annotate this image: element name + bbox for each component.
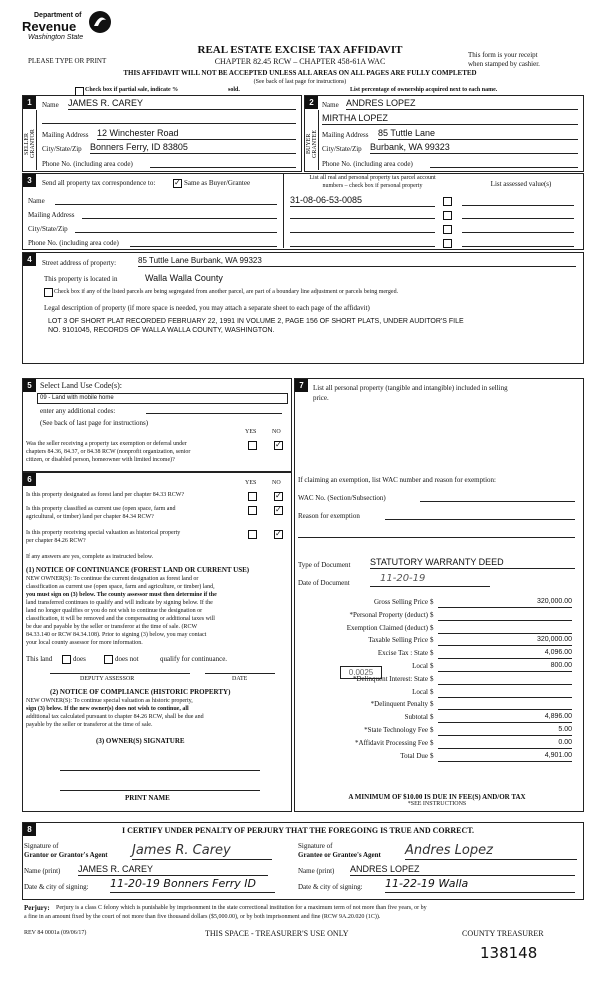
seller-addr-field[interactable]: 12 Winchester Road — [97, 128, 296, 140]
grantee-sig-label2: Grantee or Grantee's Agent — [298, 851, 381, 859]
s6-q2-yes-checkbox[interactable] — [248, 506, 257, 515]
section-7-number: 7 — [295, 379, 308, 392]
s6-q3-line1: Is this property receiving special valuation as historical property — [26, 530, 181, 536]
tax-row-dollar: $ — [430, 610, 434, 619]
county-field[interactable]: Walla Walla County — [145, 273, 223, 283]
form-title: REAL ESTATE EXCISE TAX AFFIDAVIT — [197, 44, 403, 56]
grantor-name-label: Name (print) — [24, 867, 61, 875]
parcel-2-personal-checkbox[interactable] — [443, 211, 452, 220]
s6-no-header: NO — [272, 480, 281, 486]
parcel-1-personal-checkbox[interactable] — [443, 197, 452, 206]
tax-row-dollar: $ — [430, 662, 434, 670]
s5-q1-line1: Was the seller receiving a property tax exemption or deferral under — [26, 441, 187, 447]
tax-row-dollar: $ — [430, 687, 434, 696]
tax-row-dollar: $ — [430, 751, 434, 760]
seller-name-field[interactable]: JAMES R. CAREY — [68, 98, 296, 110]
tax-row-label: *Delinquent Penalty — [370, 700, 428, 709]
street-label: Street address of property: — [42, 259, 117, 267]
continuance-line8: 84.33.140 or RCW 84.34.108). Prior to signing (3) below, you may contact — [26, 632, 207, 638]
legal-desc-1[interactable]: LOT 3 OF SHORT PLAT RECORDED FEBRUARY 22, 1991 IN VOLUME 2, PAGE 156 OF SHORT PLATS, UNDER AUDITOR'S FILE — [48, 318, 464, 325]
form-revision: REV 84 0001a (09/06/17) — [24, 930, 87, 936]
treasurer-use-note: THIS SPACE - TREASURER'S USE ONLY — [205, 929, 349, 938]
corr-city-label: City/State/Zip — [28, 225, 68, 233]
doc-date-field[interactable]: 11-20-19 — [370, 573, 490, 587]
grantor-sig-label2: Grantor or Grantor's Agent — [24, 851, 108, 859]
tax-row — [296, 686, 578, 698]
compliance-line2: sign (3) below. If the new owner(s) does not wish to continue, all — [26, 706, 189, 712]
s6-q3-no-checkbox[interactable] — [274, 530, 283, 539]
s6-q2-line2: agricultural, or timber) land per chapter 84.34 RCW? — [26, 514, 154, 520]
corr-phone-label: Phone No. (including area code) — [28, 239, 119, 247]
grantee-signature[interactable]: Andres Lopez — [405, 843, 577, 860]
personal-property-line2: price. — [313, 394, 329, 402]
tax-row-dollar: $ — [430, 713, 434, 722]
tax-row-label: Exemption Claimed (deduct) — [346, 623, 428, 632]
tax-row-value[interactable]: 4,901.00 — [438, 750, 572, 762]
reason-field[interactable] — [385, 511, 575, 520]
s5-q1-no-checkbox[interactable] — [274, 441, 283, 450]
section-8-number: 8 — [23, 823, 36, 836]
print-name-field[interactable] — [60, 782, 260, 791]
segregated-checkbox[interactable] — [44, 288, 53, 297]
continuance-line4: land transferred continues to qualify and will indicate by signing below. If the — [26, 600, 213, 606]
land-use-label: Select Land Use Code(s): — [40, 381, 122, 390]
wac-label: WAC No. (Section/Subsection) — [298, 494, 386, 502]
section-6-number: 6 — [23, 473, 36, 486]
deputy-assessor-date[interactable] — [205, 665, 275, 674]
tax-row — [296, 737, 578, 749]
tax-row-label: Gross Selling Price — [373, 598, 428, 606]
please-type: PLEASE TYPE OR PRINT — [28, 57, 107, 65]
tax-row — [296, 647, 578, 659]
corr-city-field[interactable] — [75, 224, 277, 233]
parcel-3-field[interactable] — [290, 224, 435, 233]
see-back: (See back of last page for instructions) — [253, 79, 347, 85]
s5-q1-yes-checkbox[interactable] — [248, 441, 257, 450]
receipt-line2: when stamped by cashier. — [468, 60, 540, 68]
seller-side-label: SELLER GRANTOR — [24, 129, 36, 159]
buyer-divider — [318, 110, 319, 170]
tax-row-value[interactable] — [438, 698, 572, 710]
legal-desc-2[interactable]: NO. 9101045, RECORDS OF WALLA WALLA COUNTY, WASHINGTON. — [48, 327, 275, 334]
assessed-1-field[interactable] — [462, 196, 574, 206]
tax-row-value[interactable]: 4,096.00 — [438, 647, 572, 659]
compliance-line1: NEW OWNER(S): To continue special valuation as historic property, — [26, 698, 193, 704]
s5-q1-line2: chapters 84.36, 84.37, or 84.38 RCW (nonprofit organization, senior — [26, 449, 191, 455]
located-label: This property is located in — [44, 275, 118, 283]
tax-row — [296, 724, 578, 736]
tax-row-value[interactable]: 320,000.00 — [438, 634, 572, 646]
reason-field-2[interactable] — [298, 529, 575, 538]
owner-signature-field[interactable] — [60, 760, 260, 771]
local-rate-box[interactable]: 0.0025 — [340, 666, 382, 679]
compliance-line3: additional tax calculated pursuant to chapter 84.26 RCW, shall be due and — [26, 714, 204, 720]
assessed-3-field[interactable] — [462, 224, 574, 233]
buyer-city-label: City/State/Zip — [322, 145, 362, 153]
parcel-2-field[interactable] — [290, 210, 435, 219]
s6-q3-line2: per chapter 84.26 RCW? — [26, 538, 86, 544]
corr-addr-label: Mailing Address — [28, 211, 75, 219]
tax-row — [296, 673, 578, 685]
does-not-label: does not — [115, 655, 139, 663]
doc-type-label: Type of Document — [298, 561, 351, 569]
send-correspondence-label: Send all property tax correspondence to: — [42, 179, 156, 187]
continuance-line5: land no longer qualifies or you do not wish to continue the designation or — [26, 608, 203, 614]
section-5-number: 5 — [23, 379, 36, 392]
grantee-date-label: Date & city of signing: — [298, 883, 363, 891]
s6-q1-yes-checkbox[interactable] — [248, 492, 257, 501]
tax-row-dollar: $ — [430, 738, 434, 747]
tax-row-label: Local — [412, 687, 428, 696]
s5-q1-line3: citizen, or disabled person, homeowner with limited income)? — [26, 457, 175, 463]
section-3-divider — [283, 173, 284, 248]
tax-row-value[interactable] — [438, 622, 572, 634]
tax-row — [296, 622, 578, 634]
receipt-line1: This form is your receipt — [468, 51, 538, 59]
tax-row-value[interactable]: 5.00 — [438, 724, 572, 736]
parcel-number-field[interactable]: 31-08-06-53-0085 — [290, 195, 435, 207]
tax-row-label: Local — [412, 662, 428, 670]
buyer-name1-field[interactable]: ANDRES LOPEZ — [346, 98, 578, 110]
wac-field[interactable] — [420, 493, 575, 502]
land-does-not-checkbox[interactable] — [104, 655, 113, 664]
perjury-text-1: Perjury is a class C felony which is punishable by imprisonment in the state correctional institution for a maximum term of not more than five years, or by — [56, 905, 427, 911]
tax-row-value[interactable]: 4,896.00 — [438, 711, 572, 723]
tax-row-label: *State Technology Fee — [364, 726, 428, 734]
land-use-select[interactable]: 09 - Land with mobile home — [37, 393, 288, 404]
section-4-number: 4 — [23, 253, 36, 266]
section-1-number: 1 — [23, 96, 36, 109]
tax-row — [296, 698, 578, 710]
buyer-name2-field[interactable]: MIRTHA LOPEZ — [322, 113, 578, 125]
agency-line2: Revenue — [22, 19, 77, 34]
street-field[interactable]: 85 Tuttle Lane Burbank, WA 99323 — [138, 256, 576, 267]
tax-row-value[interactable]: 0.00 — [438, 737, 572, 749]
grantor-signature[interactable]: James R. Carey — [132, 843, 272, 860]
s6-q3-yes-checkbox[interactable] — [248, 530, 257, 539]
tax-row-label: *Delinquent Interest: State — [352, 674, 428, 683]
tax-row-value[interactable] — [438, 673, 572, 685]
s6-q2-no-checkbox[interactable] — [274, 506, 283, 515]
tax-row — [296, 596, 578, 608]
tax-row-dollar: $ — [430, 598, 434, 606]
county-treasurer-label: COUNTY TREASURER — [462, 929, 544, 938]
sold-label: sold. — [228, 87, 240, 93]
tax-row-value[interactable]: 320,000.00 — [438, 596, 572, 608]
minimum-notice: A MINIMUM OF $10.00 IS DUE IN FEE(S) AND/OR TAX — [348, 793, 526, 801]
continuance-line6: classification, it will be removed and the compensating or additional taxes will — [26, 616, 215, 622]
section-2-number: 2 — [305, 96, 318, 109]
continuance-line2: classification as current use (open space, farm and agriculture, or timber) land, — [26, 584, 215, 590]
tax-row-value[interactable]: 800.00 — [438, 660, 572, 672]
buyer-phone-field[interactable] — [430, 157, 578, 168]
seller-phone-field[interactable] — [150, 157, 296, 168]
tax-row-dollar: $ — [430, 700, 434, 709]
continuance-line1: NEW OWNER(S): To continue the current designation as forest land or — [26, 576, 199, 582]
buyer-side-label: BUYER GRANTEE — [306, 130, 318, 158]
seller-city-field[interactable]: Bonners Ferry, ID 83805 — [90, 142, 296, 154]
agency-seal-icon — [88, 10, 112, 34]
tax-row-dollar: $ — [430, 623, 434, 632]
ownership-pct-note: List percentage of ownership acquired next to each name. — [350, 87, 498, 93]
buyer-city-field[interactable]: Burbank, WA 99323 — [370, 142, 578, 154]
parcel-4-personal-checkbox[interactable] — [443, 239, 452, 248]
assessed-2-field[interactable] — [462, 210, 574, 219]
tax-row-label: Total Due — [400, 751, 428, 760]
deputy-assessor-label: DEPUTY ASSESSOR — [80, 676, 135, 682]
additional-codes-field[interactable] — [146, 405, 282, 414]
grantor-date-label: Date & city of signing: — [24, 883, 89, 891]
tax-row-dollar: $ — [430, 649, 434, 658]
s6-yes-header: YES — [245, 480, 257, 486]
personal-property-line1: List all personal property (tangible and intangible) included in selling — [313, 384, 508, 392]
land-does-checkbox[interactable] — [62, 655, 71, 664]
tax-row — [296, 660, 578, 672]
corr-phone-field[interactable] — [130, 238, 277, 247]
deputy-assessor-signature[interactable] — [50, 665, 190, 674]
continuance-line3: you must sign on (3) below. The county assessor must then determine if the — [26, 592, 217, 598]
reason-label: Reason for exemption — [298, 512, 360, 520]
tax-row-label: Taxable Selling Price — [368, 636, 428, 645]
form-chapter: CHAPTER 82.45 RCW – CHAPTER 458-61A WAC — [214, 57, 386, 66]
doc-type-field[interactable]: STATUTORY WARRANTY DEED — [370, 557, 575, 569]
doc-date-label: Date of Document — [298, 579, 350, 587]
corr-addr-field[interactable] — [82, 210, 277, 219]
segregated-label: Check box if any of the listed parcels are being segregated from another parcel, are part of a boundary line adjustment or parcels being merged. — [54, 289, 399, 295]
tax-row — [296, 609, 578, 621]
corr-name-label: Name — [28, 197, 45, 205]
s6-if-any: If any answers are yes, complete as instructed below. — [26, 554, 154, 560]
seller-name-label: Name — [42, 101, 59, 109]
buyer-addr-field[interactable]: 85 Tuttle Lane — [378, 128, 578, 140]
s6-q1: Is this property designated as forest land per chapter 84.33 RCW? — [26, 492, 185, 498]
this-land-label: This land — [26, 655, 53, 663]
tax-row-label: *Affidavit Processing Fee — [355, 738, 428, 747]
agency-line3: Washington State — [28, 34, 84, 41]
does-label: does — [73, 655, 86, 663]
print-name-label: PRINT NAME — [125, 794, 170, 802]
treasurer-stamp-number: 138148 — [480, 944, 538, 962]
perjury-label: Perjury: — [24, 904, 50, 912]
corr-name-field[interactable] — [55, 196, 277, 205]
warning-text: THIS AFFIDAVIT WILL NOT BE ACCEPTED UNLESS ALL AREAS ON ALL PAGES ARE FULLY COMPLETED — [123, 69, 477, 77]
section-3-number: 3 — [23, 174, 36, 187]
compliance-heading: (2) NOTICE OF COMPLIANCE (HISTORIC PROPERTY) — [50, 688, 231, 696]
assessed-header: List assessed value(s) — [490, 180, 552, 188]
tax-row-value[interactable] — [438, 686, 572, 698]
tax-row-dollar: $ — [430, 674, 434, 683]
exemption-label: If claiming an exemption, list WAC number and reason for exemption: — [298, 476, 496, 484]
legal-label: Legal description of property (if more space is needed, you may attach a separate sheet to each page of the affidavit) — [44, 304, 370, 312]
seller-divider — [36, 110, 37, 170]
grantee-name-label: Name (print) — [298, 867, 335, 875]
grantor-sig-label1: Signature of — [24, 842, 59, 850]
continuance-line9: your local county assessor for more information. — [26, 640, 143, 646]
s5-no-header: NO — [272, 429, 281, 435]
deputy-date-label: DATE — [232, 676, 248, 682]
seller-name-line2[interactable] — [42, 113, 296, 124]
continuance-heading: (1) NOTICE OF CONTINUANCE (FOREST LAND OR CURRENT USE) — [26, 566, 250, 574]
additional-codes-label: enter any additional codes: — [40, 407, 116, 415]
certify-statement: I CERTIFY UNDER PENALTY OF PERJURY THAT THE FOREGOING IS TRUE AND CORRECT. — [122, 826, 475, 835]
perjury-text-2: a fine in an amount fixed by the court of not more than five thousand dollars ($5,000.00), or by both imprisonment and fine (RCW 9A.20.020 (1C)). — [24, 914, 381, 920]
tax-row-label: *Personal Property (deduct) — [349, 610, 428, 619]
agency-line1: Department of — [34, 12, 82, 19]
tax-row — [296, 634, 578, 646]
buyer-phone-label: Phone No. (including area code) — [322, 160, 413, 168]
grantee-sig-label1: Signature of — [298, 842, 333, 850]
qualify-label: qualify for continuance. — [160, 655, 228, 663]
tax-row-label: Excise Tax : State — [377, 649, 428, 658]
tax-row — [296, 711, 578, 723]
same-as-buyer-label: Same as Buyer/Grantee — [184, 179, 251, 187]
same-as-buyer-checkbox[interactable] — [173, 179, 182, 188]
s5-see-back: (See back of last page for instructions) — [40, 419, 149, 427]
grantor-name-field[interactable]: JAMES R. CAREY — [78, 864, 268, 876]
compliance-line4: payable by the seller or transferor at the time of sale. — [26, 722, 153, 728]
s5-yes-header: YES — [245, 429, 257, 435]
assessed-4-field[interactable] — [462, 238, 574, 247]
parcel-3-personal-checkbox[interactable] — [443, 225, 452, 234]
grantee-date-field[interactable]: 11-22-19 Walla — [385, 877, 575, 893]
continuance-line7: be due and payable by the seller or transferor at the time of sale. (RCW — [26, 624, 198, 630]
tax-row-value[interactable] — [438, 609, 572, 621]
buyer-addr-label: Mailing Address — [322, 131, 369, 139]
seller-city-label: City/State/Zip — [42, 145, 82, 153]
see-instructions: *SEE INSTRUCTIONS — [407, 801, 467, 807]
partial-sale-label: Check box if partial sale, indicate % — [85, 87, 179, 93]
tax-row-label: Subtotal — [404, 713, 428, 722]
tax-row-dollar: $ — [430, 726, 434, 734]
parcel-header-2: numbers – check box if personal property — [322, 183, 423, 189]
buyer-name-label: Name — [322, 101, 339, 109]
s6-q2-line1: Is this property classified as current use (open space, farm and — [26, 506, 176, 512]
tax-row — [296, 750, 578, 762]
seller-phone-label: Phone No. (including area code) — [42, 160, 133, 168]
seller-addr-label: Mailing Address — [42, 131, 89, 139]
parcel-4-field[interactable] — [290, 238, 435, 247]
parcel-header-1: List all real and personal property tax parcel account — [309, 175, 436, 181]
tax-row-dollar: $ — [430, 636, 434, 645]
grantor-date-field[interactable]: 11-20-19 Bonners Ferry ID — [110, 877, 275, 893]
s6-q1-no-checkbox[interactable] — [274, 492, 283, 501]
grantee-name-field[interactable]: ANDRES LOPEZ — [350, 864, 575, 876]
owner-signature-label: (3) OWNER(S) SIGNATURE — [96, 737, 185, 745]
